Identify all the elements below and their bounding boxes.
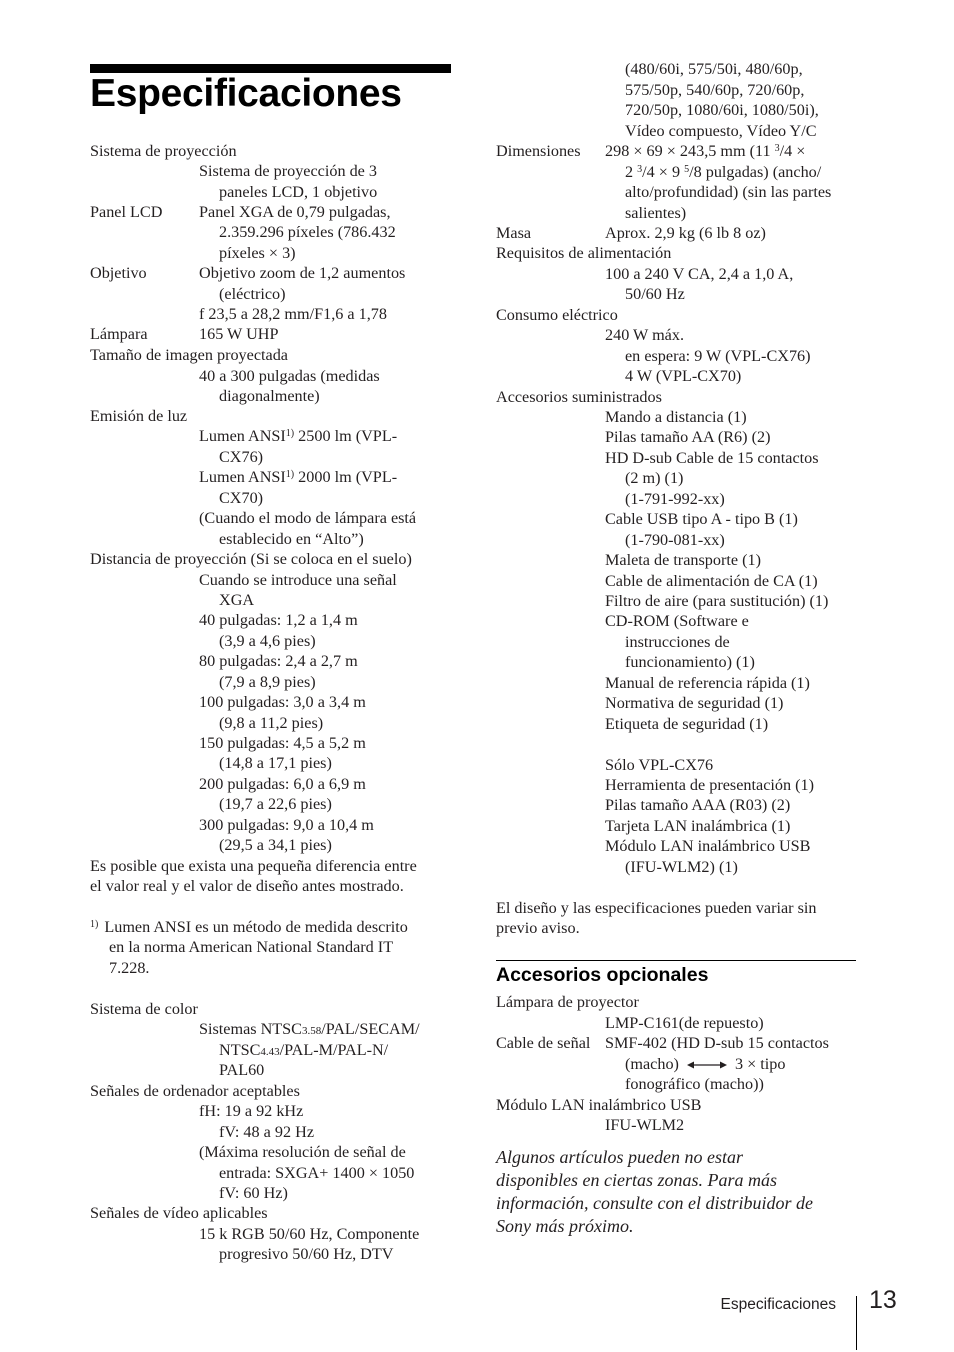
spec-line: (9,8 a 11,2 pies) bbox=[219, 714, 324, 732]
spec-line: instrucciones de bbox=[625, 633, 730, 651]
spec-line: Distancia de proyección (Si se coloca en el suelo) bbox=[90, 550, 412, 568]
spec-line: funcionamiento) (1) bbox=[625, 653, 755, 671]
spec-line: 720/50p, 1080/60i, 1080/50i), bbox=[625, 101, 819, 119]
spec-line: 298 × 69 × 243,5 mm (11 $^3$/4 × bbox=[605, 142, 806, 160]
spec-line: (29,5 a 34,1 pies) bbox=[219, 836, 332, 854]
spec-line: fonográfico (macho)) bbox=[625, 1075, 764, 1093]
spec-line: Etiqueta de seguridad (1) bbox=[605, 715, 769, 733]
spec-line: alto/profundidad) (sin las partes bbox=[625, 183, 832, 201]
double-arrow-icon bbox=[685, 1059, 729, 1071]
spec-line: Consumo eléctrico bbox=[496, 306, 618, 324]
spec-line: Normativa de seguridad (1) bbox=[605, 694, 784, 712]
footer-section-label: Especificaciones bbox=[720, 1296, 836, 1313]
spec-line: Pilas tamaño AA (R6) (2) bbox=[605, 428, 771, 446]
spec-line: 300 pulgadas: 9,0 a 10,4 m bbox=[199, 816, 374, 834]
spec-line: 100 pulgadas: 3,0 a 3,4 m bbox=[199, 693, 366, 711]
spec-line: Módulo LAN inalámbrico USB bbox=[496, 1096, 702, 1114]
spec-line: Lumen ANSI$^{1)}$ 2000 lm (VPL- bbox=[199, 468, 398, 486]
spec-line: diagonalmente) bbox=[219, 387, 320, 405]
spec-line: CX76) bbox=[219, 448, 264, 466]
spec-line: IFU-WLM2 bbox=[605, 1116, 685, 1134]
spec-line: Sistema de proyección bbox=[90, 142, 237, 160]
spec-line: 40 pulgadas: 1,2 a 1,4 m bbox=[199, 611, 358, 629]
accessories-heading: Accesorios opcionales bbox=[496, 960, 856, 987]
spec-line: en espera: 9 W (VPL-CX76) bbox=[625, 347, 811, 365]
spec-line: progresivo 50/60 Hz, DTV bbox=[219, 1245, 394, 1263]
spec-line: (3,9 a 4,6 pies) bbox=[219, 632, 316, 650]
spec-line: Emisión de luz bbox=[90, 407, 188, 425]
spec-line: (IFU-WLM2) (1) bbox=[625, 858, 738, 876]
spec-line: Panel XGA de 0,79 pulgadas, bbox=[199, 203, 391, 221]
spec-line: en la norma American National Standard IT bbox=[109, 938, 394, 956]
spec-line: Lumen ANSI$^{1)}$ 2500 lm (VPL- bbox=[199, 427, 398, 445]
spec-line: 165 W UHP bbox=[199, 325, 279, 343]
spec-line: (1-790-081-xx) bbox=[625, 531, 725, 549]
availability-note: disponibles en ciertas zonas. Para más bbox=[496, 1170, 777, 1190]
spec-line: Módulo LAN inalámbrico USB bbox=[605, 837, 811, 855]
spec-line: 50/60 Hz bbox=[625, 285, 685, 303]
spec-line: CX70) bbox=[219, 489, 264, 507]
spec-line: Mando a distancia (1) bbox=[605, 408, 747, 426]
spec-label: Dimensiones bbox=[496, 142, 581, 160]
spec-line: Sistema de color bbox=[90, 1000, 198, 1018]
spec-line: CD-ROM (Software e bbox=[605, 612, 749, 630]
availability-note: Algunos artículos pueden no estar bbox=[496, 1147, 743, 1167]
spec-line: 150 pulgadas: 4,5 a 5,2 m bbox=[199, 734, 366, 752]
spec-line: SMF-402 (HD D-sub 15 contactos bbox=[605, 1034, 829, 1052]
spec-line: Señales de vídeo aplicables bbox=[90, 1204, 268, 1222]
spec-line: Requisitos de alimentación bbox=[496, 244, 672, 262]
spec-line: Cable de alimentación de CA (1) bbox=[605, 572, 818, 590]
availability-note: información, consulte con el distribuidor de bbox=[496, 1193, 813, 1213]
spec-line: Vídeo compuesto, Vídeo Y/C bbox=[625, 122, 817, 140]
spec-line: (2 m) (1) bbox=[625, 469, 684, 487]
spec-line: 100 a 240 V CA, 2,4 a 1,0 A, bbox=[605, 265, 794, 283]
page-number: 13 bbox=[869, 1286, 897, 1314]
spec-line: (19,7 a 22,6 pies) bbox=[219, 795, 332, 813]
spec-line: PAL60 bbox=[219, 1061, 265, 1079]
spec-line: Es posible que exista una pequeña diferencia entre bbox=[90, 857, 417, 875]
page-title: Especificaciones bbox=[90, 72, 402, 115]
footer-divider bbox=[856, 1296, 857, 1350]
spec-line: Sistema de proyección de 3 bbox=[199, 162, 378, 180]
spec-line: $^{1)}$ Lumen ANSI es un método de medida descrito bbox=[90, 918, 408, 936]
spec-line: 200 pulgadas: 6,0 a 6,9 m bbox=[199, 775, 366, 793]
spec-line: (7,9 a 8,9 pies) bbox=[219, 673, 316, 691]
spec-label: Cable de señal bbox=[496, 1034, 591, 1052]
spec-label: Lámpara bbox=[90, 325, 148, 343]
spec-line: Señales de ordenador aceptables bbox=[90, 1082, 300, 1100]
spec-line: Cuando se introduce una señal bbox=[199, 571, 397, 589]
spec-line: 40 a 300 pulgadas (medidas bbox=[199, 367, 380, 385]
spec-line: 2.359.296 píxeles (786.432 bbox=[219, 223, 396, 241]
spec-line: f 23,5 a 28,2 mm/F1,6 a 1,78 bbox=[199, 305, 387, 323]
spec-line: Cable USB tipo A - tipo B (1) bbox=[605, 510, 798, 528]
spec-line: 575/50p, 540/60p, 720/60p, bbox=[625, 81, 805, 99]
spec-line: NTSC4.43/PAL-M/PAL-N/ bbox=[219, 1041, 389, 1059]
spec-line: Maleta de transporte (1) bbox=[605, 551, 761, 569]
spec-line: píxeles × 3) bbox=[219, 244, 296, 262]
spec-line: (macho) 3 × tipo bbox=[625, 1055, 786, 1073]
spec-line: Pilas tamaño AAA (R03) (2) bbox=[605, 796, 791, 814]
spec-line: fH: 19 a 92 kHz bbox=[199, 1102, 304, 1120]
spec-line: El diseño y las especificaciones pueden variar sin bbox=[496, 899, 817, 917]
spec-line: 7.228. bbox=[109, 959, 150, 977]
spec-line: 2 $^3$/4 × 9 $^5$/8 pulgadas) (ancho/ bbox=[625, 163, 822, 181]
spec-line: (480/60i, 575/50i, 480/60p, bbox=[625, 60, 803, 78]
spec-line: LMP-C161(de repuesto) bbox=[605, 1014, 764, 1032]
spec-label: Objetivo bbox=[90, 264, 147, 282]
spec-line: 4 W (VPL-CX70) bbox=[625, 367, 742, 385]
spec-line: Accesorios suministrados bbox=[496, 388, 662, 406]
spec-line: Aprox. 2,9 kg (6 lb 8 oz) bbox=[605, 224, 766, 242]
spec-line: XGA bbox=[219, 591, 255, 609]
spec-line: establecido en “Alto”) bbox=[219, 530, 364, 548]
spec-line: Sistemas NTSC3.58/PAL/SECAM/ bbox=[199, 1020, 420, 1038]
spec-line: previo aviso. bbox=[496, 919, 580, 937]
spec-line: paneles LCD, 1 objetivo bbox=[219, 183, 378, 201]
spec-line: entrada: SXGA+ 1400 × 1050 bbox=[219, 1164, 415, 1182]
spec-line: fV: 60 Hz) bbox=[219, 1184, 288, 1202]
spec-line: HD D-sub Cable de 15 contactos bbox=[605, 449, 819, 467]
spec-line: Filtro de aire (para sustitución) (1) bbox=[605, 592, 829, 610]
spec-line: fV: 48 a 92 Hz bbox=[219, 1123, 314, 1141]
spec-line: 15 k RGB 50/60 Hz, Componente bbox=[199, 1225, 420, 1243]
spec-line: (1-791-992-xx) bbox=[625, 490, 725, 508]
spec-line: Herramienta de presentación (1) bbox=[605, 776, 814, 794]
spec-line: Tarjeta LAN inalámbrica (1) bbox=[605, 817, 791, 835]
spec-line: el valor real y el valor de diseño antes mostrado. bbox=[90, 877, 404, 895]
spec-label: Masa bbox=[496, 224, 532, 242]
spec-line: (eléctrico) bbox=[219, 285, 286, 303]
spec-line: Objetivo zoom de 1,2 aumentos bbox=[199, 264, 406, 282]
spec-label: Panel LCD bbox=[90, 203, 163, 221]
spec-line: 240 W máx. bbox=[605, 326, 684, 344]
spec-line: salientes) bbox=[625, 204, 687, 222]
spec-line: (Cuando el modo de lámpara está bbox=[199, 509, 417, 527]
spec-line: (14,8 a 17,1 pies) bbox=[219, 754, 332, 772]
spec-line: Lámpara de proyector bbox=[496, 993, 639, 1011]
spec-line: Manual de referencia rápida (1) bbox=[605, 674, 810, 692]
spec-line: 80 pulgadas: 2,4 a 2,7 m bbox=[199, 652, 358, 670]
spec-line: Sólo VPL-CX76 bbox=[605, 756, 714, 774]
availability-note: Sony más próximo. bbox=[496, 1216, 634, 1236]
spec-line: (Máxima resolución de señal de bbox=[199, 1143, 406, 1161]
spec-line: Tamaño de imagen proyectada bbox=[90, 346, 288, 364]
